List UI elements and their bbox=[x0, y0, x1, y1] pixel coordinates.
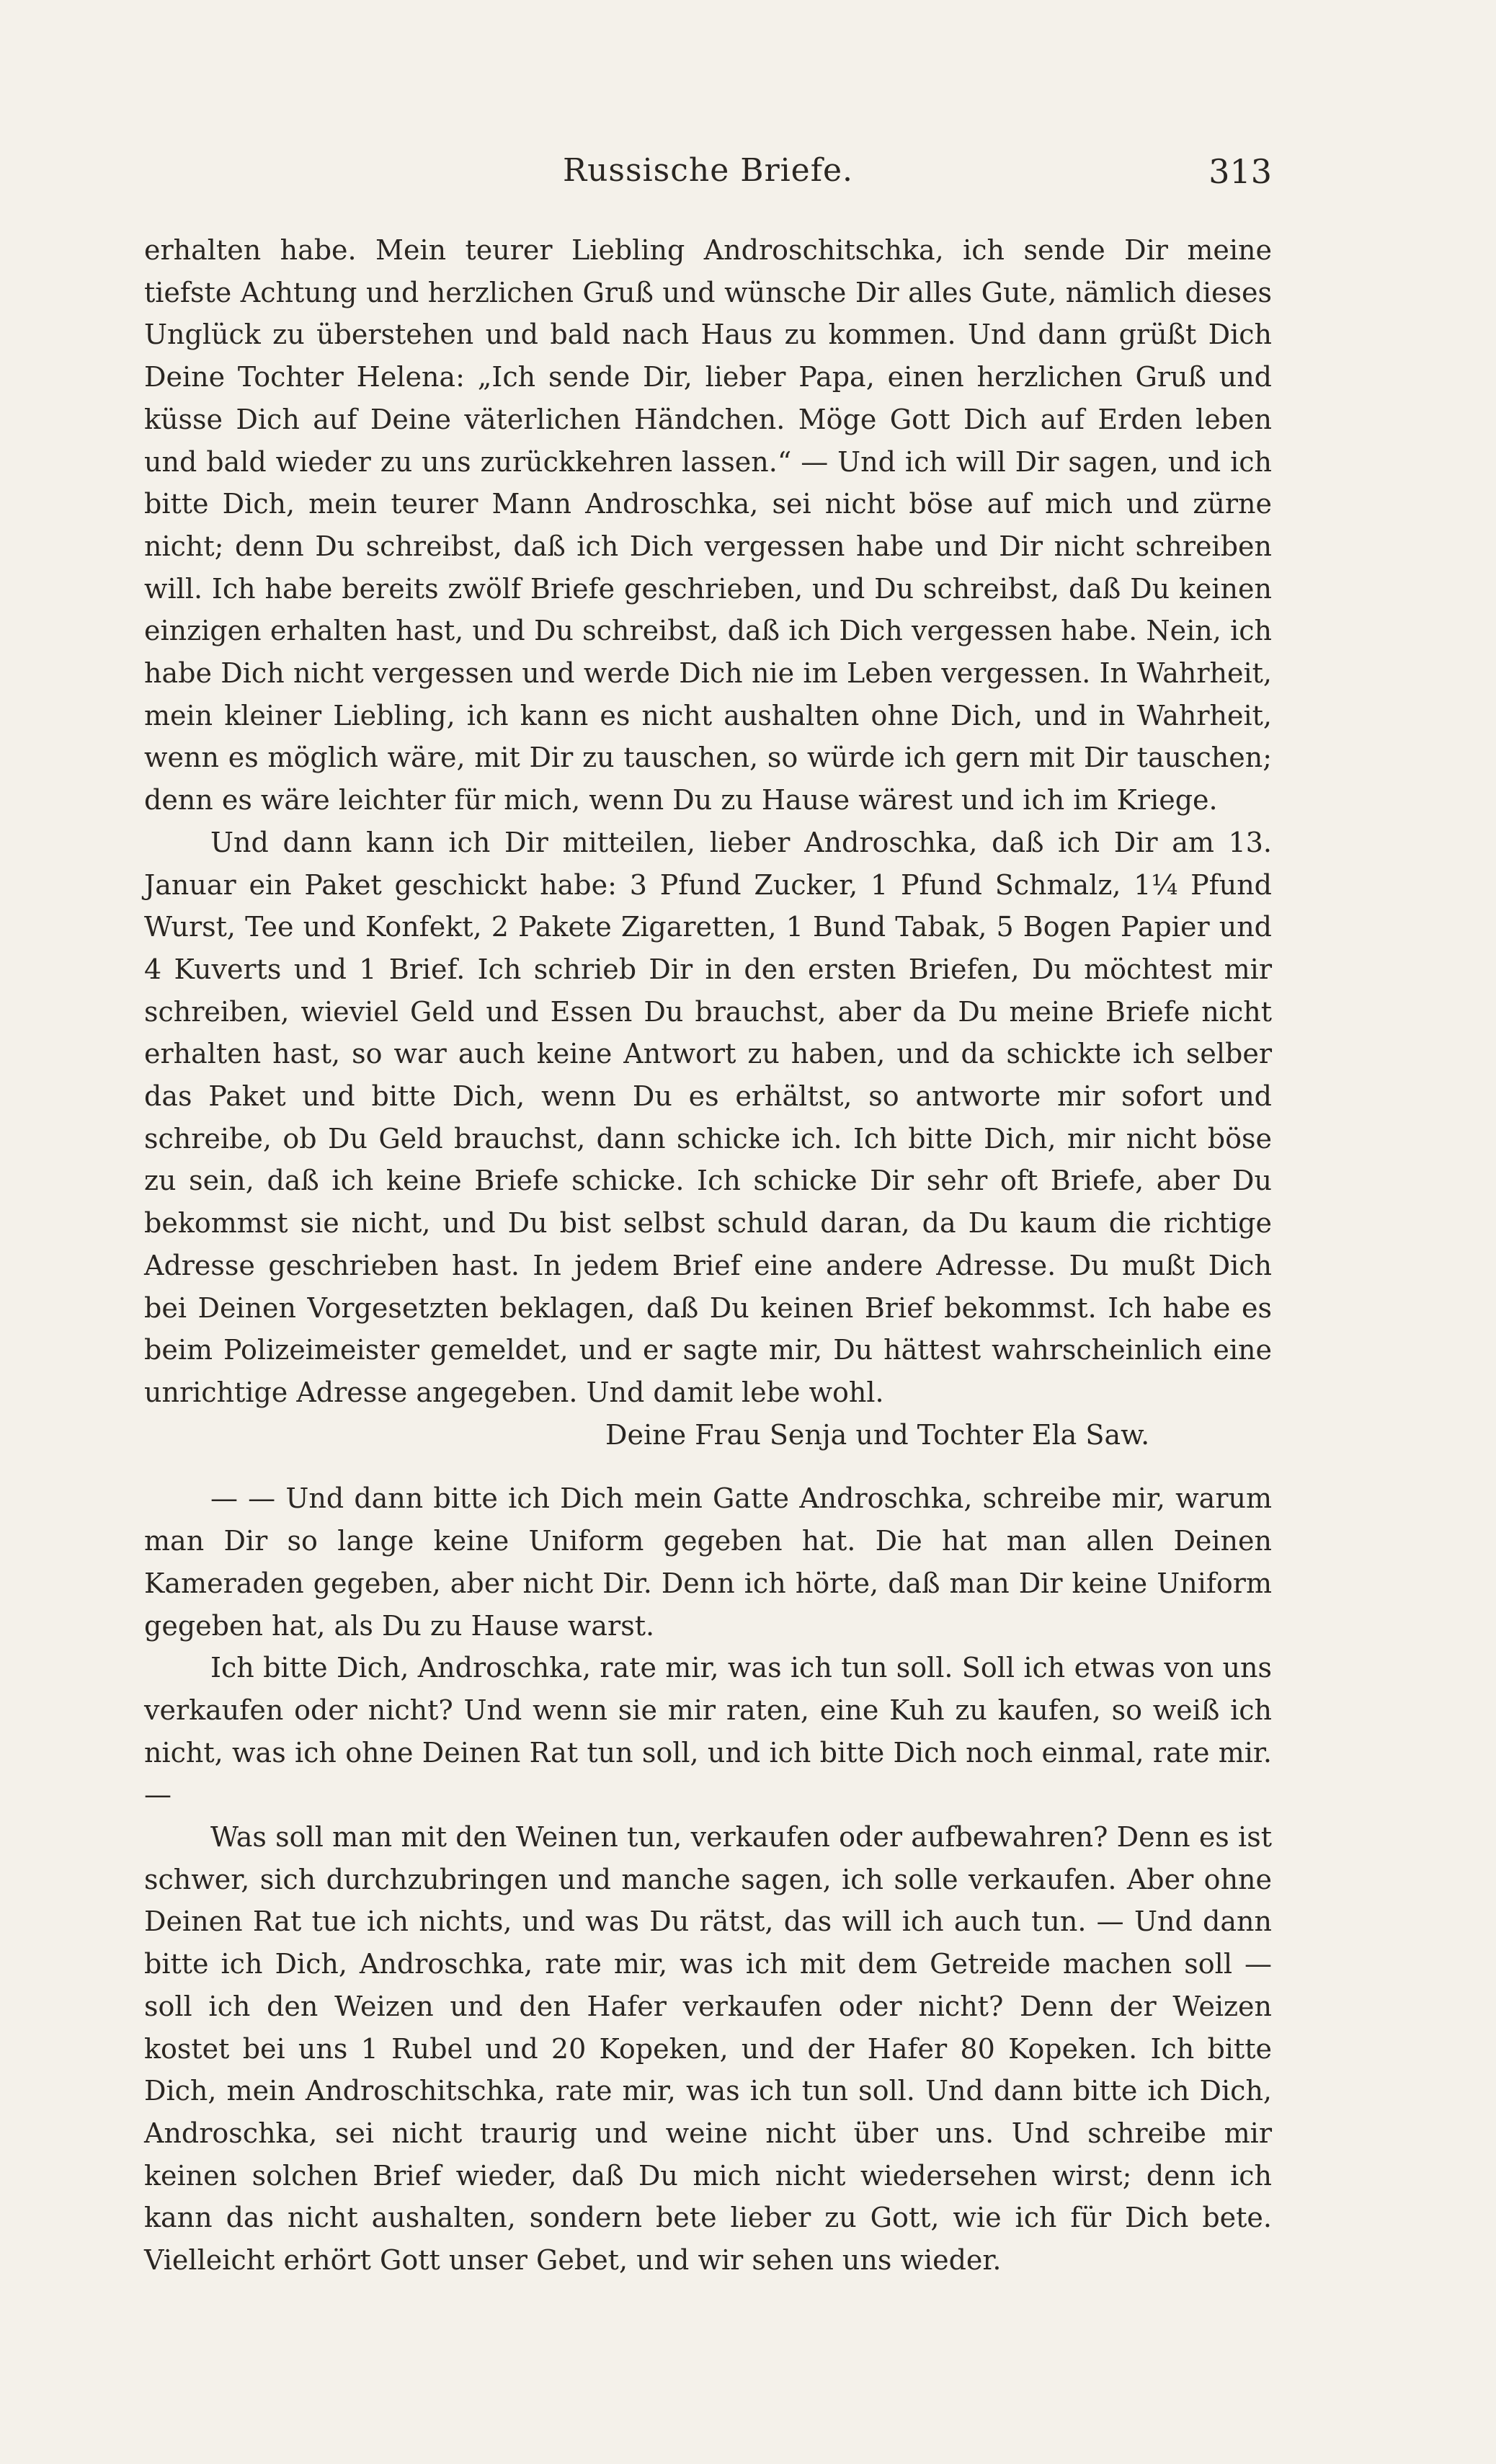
running-head bbox=[144, 148, 1272, 191]
paragraph-1: erhalten habe. Mein teurer Liebling Androschitschka, ich sende Dir meine tiefste Achtung und herzlichen Gruß und wünsche Dir alles Gute, nämlich dieses Unglück zu überstehen und bald nach Haus zu kommen. Und dann grüßt Dich Deine Tochter Helena: „Ich sende Dir, lieber Papa, einen herzlichen Gruß und küsse Dich auf Deine väterlichen Händchen. Möge Gott Dich auf Erden leben und bald wieder zu uns zurückkehren lassen.“ — Und ich will Dir sagen, und ich bitte Dich, mein teurer Mann Androschka, sei nicht böse auf mich und zürne nicht; denn Du schreibst, daß ich Dich vergessen habe und Dir nicht schreiben will. Ich habe bereits zwölf Briefe geschrieben, und Du schreibst, daß Du keinen einzigen erhalten hast, und Du schreibst, daß ich Dich vergessen habe. Nein, ich habe Dich nicht vergessen und werde Dich nie im Leben vergessen. In Wahrheit, mein kleiner Liebling, ich kann es nicht aushalten ohne Dich, und in Wahrheit, wenn es möglich wäre, mit Dir zu tauschen, so würde ich gern mit Dir tauschen; denn es wäre leichter für mich, wenn Du zu Hause wärest und ich im Kriege. bbox=[144, 234, 1272, 817]
paragraph-5: Was soll man mit den Weinen tun, verkaufen oder aufbewahren? Denn es ist schwer, sich durchzubringen und manche sagen, ich solle verkaufen. Aber ohne Deinen Rat tue ich nichts, und was Du rätst, das will ich auch tun. — Und dann bitte ich Dich, Androschka, rate mir, was ich mit dem Getreide machen soll — soll ich den Weizen und den Hafer verkaufen oder nicht? Denn der Weizen kostet bei uns 1 Rubel und 20 Kopeken, und der Hafer 80 Kopeken. Ich bitte Dich, mein Androschitschka, rate mir, was ich tun soll. Und dann bitte ich Dich, Androschka, sei nicht traurig und weine nicht über uns. Und schreibe mir keinen solchen Brief wieder, daß Du mich nicht wiedersehen wirst; denn ich kann das nicht aushalten, sondern bete lieber zu Gott, wie ich für Dich bete. Vielleicht erhört Gott unser Gebet, und wir sehen uns wieder. bbox=[144, 1821, 1272, 2277]
body-text bbox=[144, 229, 1272, 2282]
paragraph-2: Und dann kann ich Dir mitteilen, lieber Androschka, daß ich Dir am 13. Januar ein Paket geschickt habe: 3 Pfund Zucker, 1 Pfund Schmalz, 1¼ Pfund Wurst, Tee und Konfekt, 2 Pakete Zigaretten, 1 Bund Tabak, 5 Bogen Papier und 4 Kuverts und 1 Brief. Ich schrieb Dir in den ersten Briefen, Du möchtest mir schreiben, wieviel Geld und Essen Du brauchst, aber da Du meine Briefe nicht erhalten hast, so war auch keine Antwort zu haben, und da schickte ich selber das Paket und bitte Dich, wenn Du es erhältst, so antworte mir sofort und schreibe, ob Du Geld brauchst, dann schicke ich. Ich bitte Dich, mir nicht böse zu sein, daß ich keine Briefe schicke. Ich schicke Dir sehr oft Briefe, aber Du bekommst sie nicht, und Du bist selbst schuld daran, da Du kaum die richtige Adresse geschrieben hast. In jedem Brief eine andere Adresse. Du mußt Dich bei Deinen Vorgesetzten beklagen, daß Du keinen Brief bekommst. Ich habe es beim Polizeimeister gemeldet, und er sagte mir, Du hättest wahrscheinlich eine unrichtige Adresse angegeben. Und damit lebe wohl. bbox=[144, 826, 1272, 1408]
paragraph-3: — — Und dann bitte ich Dich mein Gatte Androschka, schreibe mir, warum man Dir so lange keine Uniform gegeben hat. Die hat man allen Deinen Kameraden gegeben, aber nicht Dir. Denn ich hörte, daß man Dir keine Uniform gegeben hat, als Du zu Hause warst. bbox=[144, 1482, 1272, 1642]
paragraph-4: Ich bitte Dich, Androschka, rate mir, was ich tun soll. Soll ich etwas von uns verkaufen oder nicht? Und wenn sie mir raten, eine Kuh zu kaufen, so weiß ich nicht, was ich ohne Deinen Rat tun soll, und ich bitte Dich noch einmal, rate mir. — bbox=[144, 1652, 1272, 1811]
running-title: Russische Briefe. bbox=[562, 152, 854, 189]
page-number: 313 bbox=[1208, 152, 1272, 191]
letter-signature: Deine Frau Senja und Tochter Ela Saw. bbox=[605, 1418, 1150, 1451]
